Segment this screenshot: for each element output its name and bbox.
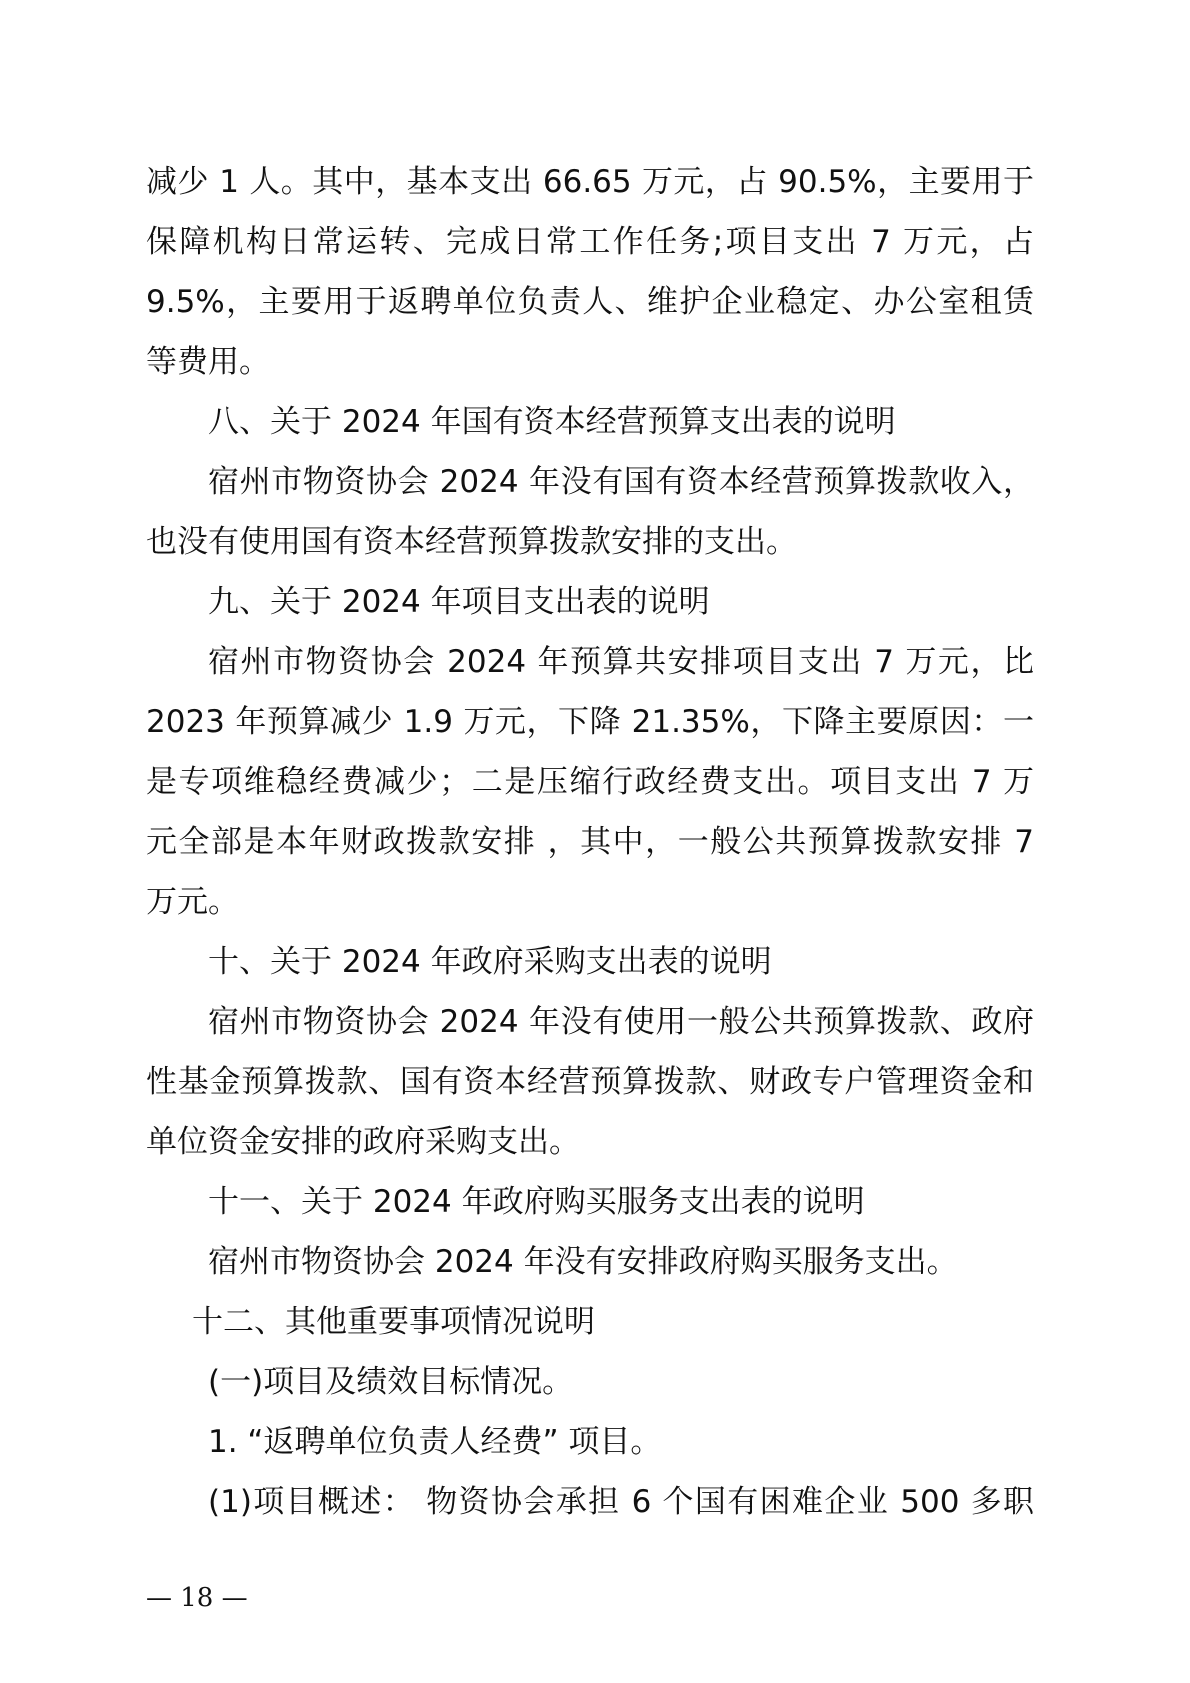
text-line: 宿州市物资协会 2024 年预算共安排项目支出 7 万元，比: [208, 644, 1034, 680]
text-line: 9.5%，主要用于返聘单位负责人、维护企业稳定、办公室租赁: [146, 284, 1034, 320]
text-line: 是专项维稳经费减少；二是压缩行政经费支出。项目支出 7 万: [146, 764, 1034, 800]
text-line: 性基金预算拨款、国有资本经营预算拨款、财政专户管理资金和: [146, 1064, 1034, 1100]
text-line: 十、关于 2024 年政府采购支出表的说明: [208, 944, 772, 980]
text-line: 十一、关于 2024 年政府购买服务支出表的说明: [208, 1184, 865, 1220]
text-line: 宿州市物资协会 2024 年没有国有资本经营预算拨款收入，: [208, 464, 1034, 500]
text-line: 减少 1 人。其中，基本支出 66.65 万元，占 90.5%，主要用于: [146, 164, 1034, 200]
text-line: 元全部是本年财政拨款安排 ，其中，一般公共预算拨款安排 7: [146, 824, 1034, 860]
text-line: 十二、其他重要事项情况说明: [192, 1304, 595, 1340]
text-line: 八、关于 2024 年国有资本经营预算支出表的说明: [208, 404, 896, 440]
page-number: — 18 —: [146, 1583, 248, 1613]
text-line: 等费用。: [146, 344, 270, 380]
text-line: 1. “返聘单位负责人经费” 项目。: [208, 1424, 662, 1460]
text-line: 也没有使用国有资本经营预算拨款安排的支出。: [146, 524, 797, 560]
text-line: 宿州市物资协会 2024 年没有安排政府购买服务支出。: [208, 1244, 958, 1280]
text-line: 单位资金安排的政府采购支出。: [146, 1124, 580, 1160]
text-line: (一)项目及绩效目标情况。: [208, 1364, 574, 1400]
text-line: 九、关于 2024 年项目支出表的说明: [208, 584, 710, 620]
text-line: (1)项目概述： 物资协会承担 6 个国有困难企业 500 多职: [208, 1484, 1034, 1520]
text-line: 宿州市物资协会 2024 年没有使用一般公共预算拨款、政府: [208, 1004, 1034, 1040]
text-line: 2023 年预算减少 1.9 万元，下降 21.35%，下降主要原因：一: [146, 704, 1034, 740]
text-line: 万元。: [146, 884, 239, 920]
text-line: 保障机构日常运转、完成日常工作任务;项目支出 7 万元，占: [146, 224, 1034, 260]
document-body: [146, 152, 1034, 1532]
